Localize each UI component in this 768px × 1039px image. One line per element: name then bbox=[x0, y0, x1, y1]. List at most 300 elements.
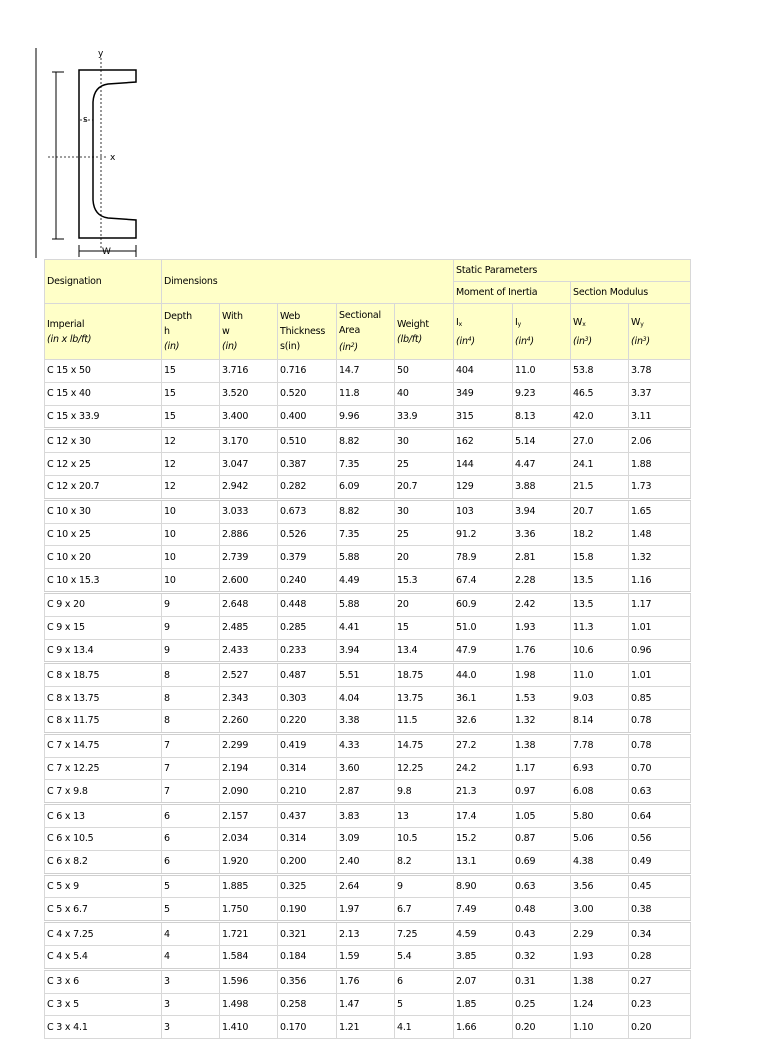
width-l2: w bbox=[222, 326, 230, 337]
wy-cell: 1.32 bbox=[629, 546, 691, 569]
table-row bbox=[45, 922, 691, 946]
wy-cell: 2.06 bbox=[629, 429, 691, 453]
iy-cell: 0.63 bbox=[513, 874, 571, 898]
web-thickness-cell: 0.321 bbox=[278, 922, 337, 946]
designation-cell: C 5 x 9 bbox=[45, 874, 162, 898]
area-cell: 5.88 bbox=[337, 592, 395, 616]
ix-cell: 7.49 bbox=[454, 898, 513, 922]
table-row bbox=[45, 757, 691, 780]
weight-cell: 50 bbox=[395, 360, 454, 383]
designation-cell: C 10 x 25 bbox=[45, 523, 162, 546]
table-row bbox=[45, 616, 691, 639]
iy-cell: 0.97 bbox=[513, 780, 571, 804]
wy-cell: 0.85 bbox=[629, 687, 691, 710]
ix-cell: 144 bbox=[454, 453, 513, 476]
iy-cell: 3.36 bbox=[513, 523, 571, 546]
table-row bbox=[45, 898, 691, 922]
iy-cell: 0.69 bbox=[513, 850, 571, 874]
weight-cell: 10.5 bbox=[395, 827, 454, 850]
area-cell: 11.8 bbox=[337, 382, 395, 405]
header-dimensions: Dimensions bbox=[162, 260, 454, 304]
weight-cell: 20 bbox=[395, 592, 454, 616]
header-moment-of-inertia: Moment of Inertia bbox=[454, 282, 571, 304]
ix-cell: 60.9 bbox=[454, 592, 513, 616]
wy-cell: 1.16 bbox=[629, 569, 691, 593]
iy-cell: 2.81 bbox=[513, 546, 571, 569]
area-cell: 4.49 bbox=[337, 569, 395, 593]
designation-cell: C 15 x 50 bbox=[45, 360, 162, 383]
weight-cell: 9.8 bbox=[395, 780, 454, 804]
wy-cell: 3.37 bbox=[629, 382, 691, 405]
table-row bbox=[45, 475, 691, 499]
web-thickness-cell: 0.190 bbox=[278, 898, 337, 922]
table-row bbox=[45, 874, 691, 898]
ix-cell: 44.0 bbox=[454, 663, 513, 687]
table-row bbox=[45, 499, 691, 523]
header-section-modulus: Section Modulus bbox=[571, 282, 691, 304]
designation-cell: C 3 x 5 bbox=[45, 993, 162, 1016]
ix-cell: 51.0 bbox=[454, 616, 513, 639]
wx-cell: 2.29 bbox=[571, 922, 629, 946]
imperial-label: Imperial bbox=[47, 318, 85, 330]
width-cell: 2.485 bbox=[220, 616, 278, 639]
weight-cell: 40 bbox=[395, 382, 454, 405]
web-thickness-cell: 0.400 bbox=[278, 405, 337, 429]
wy-cell: 1.01 bbox=[629, 616, 691, 639]
table-row bbox=[45, 1016, 691, 1039]
iy-cell: 0.31 bbox=[513, 969, 571, 993]
iy-cell: 1.98 bbox=[513, 663, 571, 687]
table-row bbox=[45, 569, 691, 593]
weight-cell: 30 bbox=[395, 429, 454, 453]
wy-cell: 0.96 bbox=[629, 639, 691, 663]
designation-cell: C 4 x 7.25 bbox=[45, 922, 162, 946]
area-cell: 3.83 bbox=[337, 804, 395, 828]
area-cell: 2.13 bbox=[337, 922, 395, 946]
area-cell: 6.09 bbox=[337, 475, 395, 499]
web-thickness-cell: 0.716 bbox=[278, 360, 337, 383]
label-x: x bbox=[110, 153, 116, 163]
iy-cell: 1.38 bbox=[513, 733, 571, 757]
wx-cell: 10.6 bbox=[571, 639, 629, 663]
weight-cell: 9 bbox=[395, 874, 454, 898]
iy-cell: 1.32 bbox=[513, 709, 571, 733]
width-cell: 2.034 bbox=[220, 827, 278, 850]
depth-cell: 12 bbox=[162, 453, 220, 476]
designation-cell: C 7 x 9.8 bbox=[45, 780, 162, 804]
web-thickness-cell: 0.285 bbox=[278, 616, 337, 639]
table-row bbox=[45, 592, 691, 616]
designation-cell: C 10 x 15.3 bbox=[45, 569, 162, 593]
designation-cell: C 6 x 8.2 bbox=[45, 850, 162, 874]
weight-cell: 33.9 bbox=[395, 405, 454, 429]
wx-cell: 1.10 bbox=[571, 1016, 629, 1039]
ix-cell: 404 bbox=[454, 360, 513, 383]
depth-cell: 10 bbox=[162, 499, 220, 523]
area-cell: 8.82 bbox=[337, 499, 395, 523]
ix-cell: 91.2 bbox=[454, 523, 513, 546]
designation-cell: C 12 x 25 bbox=[45, 453, 162, 476]
weight-cell: 15 bbox=[395, 616, 454, 639]
web-thickness-cell: 0.356 bbox=[278, 969, 337, 993]
width-cell: 2.299 bbox=[220, 733, 278, 757]
depth-cell: 9 bbox=[162, 616, 220, 639]
depth-cell: 15 bbox=[162, 405, 220, 429]
weight-cell: 15.3 bbox=[395, 569, 454, 593]
depth-l2: h bbox=[164, 326, 170, 337]
table-row bbox=[45, 523, 691, 546]
designation-cell: C 8 x 11.75 bbox=[45, 709, 162, 733]
weight-cell: 6.7 bbox=[395, 898, 454, 922]
wx-cell: 6.08 bbox=[571, 780, 629, 804]
web-thickness-cell: 0.240 bbox=[278, 569, 337, 593]
depth-cell: 9 bbox=[162, 592, 220, 616]
area-cell: 9.96 bbox=[337, 405, 395, 429]
area-cell: 4.04 bbox=[337, 687, 395, 710]
header-static-parameters: Static Parameters bbox=[454, 260, 691, 282]
iy-cell: 11.0 bbox=[513, 360, 571, 383]
weight-cell: 25 bbox=[395, 523, 454, 546]
table-row bbox=[45, 709, 691, 733]
area-cell: 1.47 bbox=[337, 993, 395, 1016]
width-cell: 2.090 bbox=[220, 780, 278, 804]
iy-cell: 1.93 bbox=[513, 616, 571, 639]
iy-cell: 2.42 bbox=[513, 592, 571, 616]
width-cell: 2.600 bbox=[220, 569, 278, 593]
area-cell: 7.35 bbox=[337, 453, 395, 476]
area-cell: 4.33 bbox=[337, 733, 395, 757]
channel-profile bbox=[79, 70, 136, 238]
ix-cell: 2.07 bbox=[454, 969, 513, 993]
area-l3: $(in^2)$ bbox=[339, 342, 358, 353]
area-cell: 3.38 bbox=[337, 709, 395, 733]
header-area bbox=[337, 304, 395, 360]
iy-cell: 0.48 bbox=[513, 898, 571, 922]
depth-cell: 9 bbox=[162, 639, 220, 663]
area-cell: 5.51 bbox=[337, 663, 395, 687]
wy-cell: 0.23 bbox=[629, 993, 691, 1016]
wx-cell: 18.2 bbox=[571, 523, 629, 546]
width-cell: 2.433 bbox=[220, 639, 278, 663]
weight-cell: 8.2 bbox=[395, 850, 454, 874]
wx-cell: 27.0 bbox=[571, 429, 629, 453]
table-row bbox=[45, 382, 691, 405]
wx-cell: 1.24 bbox=[571, 993, 629, 1016]
area-cell: 2.40 bbox=[337, 850, 395, 874]
web-thickness-cell: 0.170 bbox=[278, 1016, 337, 1039]
width-cell: 2.157 bbox=[220, 804, 278, 828]
width-cell: 3.033 bbox=[220, 499, 278, 523]
wx-cell: 9.03 bbox=[571, 687, 629, 710]
width-cell: 1.410 bbox=[220, 1016, 278, 1039]
ix-cell: 47.9 bbox=[454, 639, 513, 663]
area-cell: 3.60 bbox=[337, 757, 395, 780]
wy-cell: 0.49 bbox=[629, 850, 691, 874]
wy-cell: 0.27 bbox=[629, 969, 691, 993]
width-cell: 2.942 bbox=[220, 475, 278, 499]
header-designation: Designation bbox=[45, 260, 162, 304]
iy-cell: 1.17 bbox=[513, 757, 571, 780]
depth-cell: 6 bbox=[162, 850, 220, 874]
web-thickness-cell: 0.200 bbox=[278, 850, 337, 874]
designation-cell: C 8 x 18.75 bbox=[45, 663, 162, 687]
header-iy: Iy $(in^4)$ bbox=[513, 304, 571, 360]
web-thickness-cell: 0.487 bbox=[278, 663, 337, 687]
wx-cell: 4.38 bbox=[571, 850, 629, 874]
width-cell: 2.260 bbox=[220, 709, 278, 733]
designation-cell: C 9 x 13.4 bbox=[45, 639, 162, 663]
weight-cell: 25 bbox=[395, 453, 454, 476]
wy-cell: 0.78 bbox=[629, 733, 691, 757]
wy-cell: 0.78 bbox=[629, 709, 691, 733]
table-row bbox=[45, 780, 691, 804]
width-cell: 1.596 bbox=[220, 969, 278, 993]
wy-cell: 3.78 bbox=[629, 360, 691, 383]
wy-cell: 1.73 bbox=[629, 475, 691, 499]
depth-cell: 10 bbox=[162, 569, 220, 593]
table-row bbox=[45, 663, 691, 687]
label-y: y bbox=[98, 49, 104, 59]
table-row bbox=[45, 827, 691, 850]
depth-cell: 6 bbox=[162, 804, 220, 828]
weight-cell: 13 bbox=[395, 804, 454, 828]
iy-cell: 2.28 bbox=[513, 569, 571, 593]
web-thickness-cell: 0.184 bbox=[278, 945, 337, 969]
area-cell: 1.21 bbox=[337, 1016, 395, 1039]
depth-cell: 10 bbox=[162, 523, 220, 546]
wy-cell: 0.56 bbox=[629, 827, 691, 850]
weight-cell: 4.1 bbox=[395, 1016, 454, 1039]
ix-cell: 78.9 bbox=[454, 546, 513, 569]
width-cell: 1.721 bbox=[220, 922, 278, 946]
iy-cell: 8.13 bbox=[513, 405, 571, 429]
ix-cell: 13.1 bbox=[454, 850, 513, 874]
weight-cell: 5 bbox=[395, 993, 454, 1016]
header-wx: Wx $(in^3)$ bbox=[571, 304, 629, 360]
iy-cell: 4.47 bbox=[513, 453, 571, 476]
wx-cell: 7.78 bbox=[571, 733, 629, 757]
depth-cell: 3 bbox=[162, 993, 220, 1016]
table-body bbox=[45, 360, 691, 1039]
designation-cell: C 15 x 40 bbox=[45, 382, 162, 405]
designation-cell: C 10 x 20 bbox=[45, 546, 162, 569]
wx-cell: 46.5 bbox=[571, 382, 629, 405]
depth-l1: Depth bbox=[164, 311, 192, 322]
ix-cell: 4.59 bbox=[454, 922, 513, 946]
wx-cell: 11.0 bbox=[571, 663, 629, 687]
iy-cell: 3.88 bbox=[513, 475, 571, 499]
table-row bbox=[45, 804, 691, 828]
wy-cell: 0.20 bbox=[629, 1016, 691, 1039]
table-row bbox=[45, 993, 691, 1016]
width-cell: 3.047 bbox=[220, 453, 278, 476]
designation-cell: C 9 x 20 bbox=[45, 592, 162, 616]
area-l1: Sectional bbox=[339, 310, 381, 321]
designation-cell: C 8 x 13.75 bbox=[45, 687, 162, 710]
web-thickness-cell: 0.419 bbox=[278, 733, 337, 757]
wx-cell: 53.8 bbox=[571, 360, 629, 383]
table-row bbox=[45, 733, 691, 757]
wx-cell: 24.1 bbox=[571, 453, 629, 476]
wy-cell: 1.88 bbox=[629, 453, 691, 476]
ix-cell: 129 bbox=[454, 475, 513, 499]
channel-section-diagram bbox=[30, 44, 150, 260]
wy-cell: 0.45 bbox=[629, 874, 691, 898]
width-cell: 3.716 bbox=[220, 360, 278, 383]
weight-cell: 18.75 bbox=[395, 663, 454, 687]
iy-cell: 1.53 bbox=[513, 687, 571, 710]
weight-l2: (lb/ft) bbox=[397, 333, 422, 345]
ix-cell: 315 bbox=[454, 405, 513, 429]
area-cell: 14.7 bbox=[337, 360, 395, 383]
width-l1: With bbox=[222, 311, 243, 322]
width-cell: 2.194 bbox=[220, 757, 278, 780]
header-imperial bbox=[45, 304, 162, 360]
depth-l3: (in) bbox=[164, 341, 180, 352]
web-thickness-cell: 0.325 bbox=[278, 874, 337, 898]
area-cell: 5.88 bbox=[337, 546, 395, 569]
weight-cell: 20 bbox=[395, 546, 454, 569]
label-s: s bbox=[83, 115, 88, 125]
weight-cell: 14.75 bbox=[395, 733, 454, 757]
width-cell: 1.920 bbox=[220, 850, 278, 874]
iy-cell: 5.14 bbox=[513, 429, 571, 453]
depth-cell: 7 bbox=[162, 757, 220, 780]
wx-cell: 13.5 bbox=[571, 569, 629, 593]
designation-cell: C 5 x 6.7 bbox=[45, 898, 162, 922]
web-l3: s(in) bbox=[280, 341, 301, 352]
area-cell: 3.09 bbox=[337, 827, 395, 850]
wy-cell: 0.28 bbox=[629, 945, 691, 969]
width-cell: 1.498 bbox=[220, 993, 278, 1016]
wx-cell: 15.8 bbox=[571, 546, 629, 569]
area-cell: 1.76 bbox=[337, 969, 395, 993]
width-cell: 2.739 bbox=[220, 546, 278, 569]
ix-cell: 349 bbox=[454, 382, 513, 405]
designation-cell: C 6 x 10.5 bbox=[45, 827, 162, 850]
width-cell: 1.885 bbox=[220, 874, 278, 898]
area-cell: 1.59 bbox=[337, 945, 395, 969]
designation-cell: C 15 x 33.9 bbox=[45, 405, 162, 429]
wx-cell: 20.7 bbox=[571, 499, 629, 523]
width-cell: 2.648 bbox=[220, 592, 278, 616]
iy-cell: 3.94 bbox=[513, 499, 571, 523]
wy-cell: 3.11 bbox=[629, 405, 691, 429]
depth-cell: 15 bbox=[162, 360, 220, 383]
area-cell: 1.97 bbox=[337, 898, 395, 922]
wx-cell: 5.80 bbox=[571, 804, 629, 828]
depth-cell: 8 bbox=[162, 663, 220, 687]
header-weight bbox=[395, 304, 454, 360]
designation-cell: C 3 x 6 bbox=[45, 969, 162, 993]
designation-cell: C 7 x 14.75 bbox=[45, 733, 162, 757]
wy-cell: 1.01 bbox=[629, 663, 691, 687]
weight-cell: 5.4 bbox=[395, 945, 454, 969]
designation-cell: C 3 x 4.1 bbox=[45, 1016, 162, 1039]
web-thickness-cell: 0.448 bbox=[278, 592, 337, 616]
wy-cell: 0.34 bbox=[629, 922, 691, 946]
area-cell: 2.87 bbox=[337, 780, 395, 804]
wx-cell: 8.14 bbox=[571, 709, 629, 733]
designation-cell: C 4 x 5.4 bbox=[45, 945, 162, 969]
iy-cell: 0.32 bbox=[513, 945, 571, 969]
table-row bbox=[45, 453, 691, 476]
wy-cell: 0.38 bbox=[629, 898, 691, 922]
iy-cell: 9.23 bbox=[513, 382, 571, 405]
area-cell: 4.41 bbox=[337, 616, 395, 639]
ix-cell: 36.1 bbox=[454, 687, 513, 710]
wx-cell: 1.93 bbox=[571, 945, 629, 969]
web-thickness-cell: 0.233 bbox=[278, 639, 337, 663]
designation-cell: C 10 x 30 bbox=[45, 499, 162, 523]
table-row bbox=[45, 405, 691, 429]
table-row bbox=[45, 429, 691, 453]
table-row bbox=[45, 945, 691, 969]
weight-cell: 12.25 bbox=[395, 757, 454, 780]
channel-properties-table bbox=[44, 259, 691, 1039]
weight-cell: 30 bbox=[395, 499, 454, 523]
depth-cell: 8 bbox=[162, 709, 220, 733]
table-row bbox=[45, 850, 691, 874]
area-l2: Area bbox=[339, 325, 361, 336]
table-row bbox=[45, 360, 691, 383]
depth-cell: 4 bbox=[162, 945, 220, 969]
iy-cell: 1.76 bbox=[513, 639, 571, 663]
wy-cell: 1.65 bbox=[629, 499, 691, 523]
web-thickness-cell: 0.258 bbox=[278, 993, 337, 1016]
ix-cell: 1.85 bbox=[454, 993, 513, 1016]
ix-cell: 15.2 bbox=[454, 827, 513, 850]
wx-cell: 3.56 bbox=[571, 874, 629, 898]
depth-cell: 15 bbox=[162, 382, 220, 405]
area-cell: 7.35 bbox=[337, 523, 395, 546]
header-width bbox=[220, 304, 278, 360]
width-cell: 2.886 bbox=[220, 523, 278, 546]
depth-cell: 3 bbox=[162, 969, 220, 993]
ix-cell: 17.4 bbox=[454, 804, 513, 828]
ix-cell: 3.85 bbox=[454, 945, 513, 969]
weight-l1: Weight bbox=[397, 318, 429, 330]
ix-cell: 162 bbox=[454, 429, 513, 453]
table-row bbox=[45, 687, 691, 710]
header-web-thickness bbox=[278, 304, 337, 360]
wx-cell: 5.06 bbox=[571, 827, 629, 850]
iy-cell: 0.87 bbox=[513, 827, 571, 850]
width-cell: 1.750 bbox=[220, 898, 278, 922]
wx-cell: 11.3 bbox=[571, 616, 629, 639]
designation-cell: C 9 x 15 bbox=[45, 616, 162, 639]
designation-cell: C 7 x 12.25 bbox=[45, 757, 162, 780]
header-depth bbox=[162, 304, 220, 360]
width-cell: 3.520 bbox=[220, 382, 278, 405]
width-l3: (in) bbox=[222, 341, 238, 352]
wx-cell: 13.5 bbox=[571, 592, 629, 616]
area-cell: 2.64 bbox=[337, 874, 395, 898]
wx-cell: 3.00 bbox=[571, 898, 629, 922]
wx-cell: 1.38 bbox=[571, 969, 629, 993]
depth-cell: 12 bbox=[162, 429, 220, 453]
depth-cell: 7 bbox=[162, 733, 220, 757]
ix-cell: 24.2 bbox=[454, 757, 513, 780]
depth-cell: 5 bbox=[162, 898, 220, 922]
wy-cell: 1.48 bbox=[629, 523, 691, 546]
wx-cell: 6.93 bbox=[571, 757, 629, 780]
imperial-units: (in x lb/ft) bbox=[47, 333, 92, 345]
web-thickness-cell: 0.526 bbox=[278, 523, 337, 546]
width-cell: 2.343 bbox=[220, 687, 278, 710]
table-row bbox=[45, 546, 691, 569]
wx-cell: 42.0 bbox=[571, 405, 629, 429]
